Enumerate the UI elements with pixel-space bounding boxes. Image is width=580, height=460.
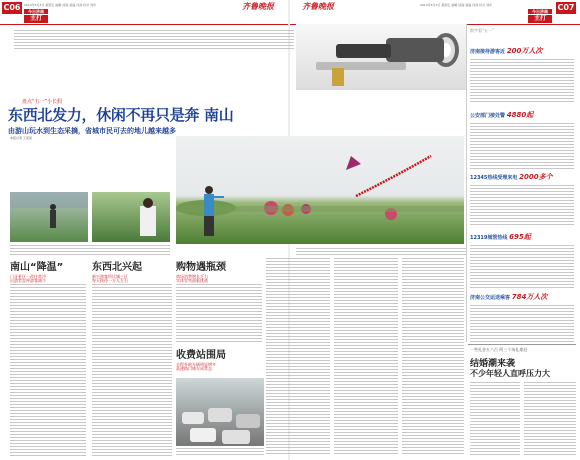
park-photo [176, 136, 464, 244]
body-col-1 [10, 284, 86, 456]
sidebar-item-police [470, 110, 574, 169]
sidebar-item-hotline-text [470, 185, 574, 225]
section-eastwestnorth-sub2: 每天接待一万人左右 [92, 278, 128, 283]
section-tollgate-sub1: 去程外地车辆明显增多 [176, 362, 216, 367]
sidebar-item-visitors-title: 济南接待游客近 200万人次 [470, 47, 543, 55]
sidebar-item-bus-text [470, 305, 574, 345]
traffic-photo [176, 378, 264, 446]
section-eastwestnorth-sub1: 新兴游客所比城三区 [92, 274, 128, 279]
bottom-right-text-a [470, 382, 520, 456]
section-tollgate-title: 收费站围局 [176, 350, 226, 361]
section-eastwestnorth [92, 258, 172, 283]
section-tollgate [176, 346, 262, 371]
sidebar-border [466, 24, 467, 342]
sidebar-item-bus [470, 292, 574, 345]
section-south-title: 南山“降温” [10, 262, 64, 273]
traffic-caption [176, 448, 264, 456]
section-tag-right-top: 今日济南 [528, 9, 552, 14]
lead-kicker: 盘点“五一”小长假 [22, 99, 63, 105]
body-col-5a [334, 258, 398, 456]
paper-name-left: 齐鲁晚报 [242, 1, 274, 11]
paper-name-right: 齐鲁晚报 [302, 1, 334, 11]
section-eastwestnorth-title: 东西北兴起 [92, 262, 142, 273]
section-south [10, 258, 88, 283]
person-picking-icon [92, 192, 170, 242]
bottom-right-title2: 不少年轻人直呼压力大 [470, 369, 550, 378]
header-rule [0, 24, 580, 25]
section-south-sub1: 门牙景区一改往常冷 [10, 274, 46, 279]
sidebar-label: 数字看“五一” [470, 28, 495, 33]
greenhouse-icon [10, 192, 88, 242]
section-tag-left-top: 今日济南 [24, 9, 48, 14]
section-shopping [176, 258, 262, 283]
bottom-right-kicker: 一些礼金五六百 两三个场礼难赶 [470, 347, 528, 352]
bottom-right-title1: 结婚潮来袭 [470, 359, 516, 369]
body-col-4a [266, 258, 330, 456]
date-line-left: 2013年5月3日 星期五 编辑 邱丽 美编 何润 校对 刘华 [24, 3, 97, 7]
lead-subtitle: 由游山玩水到生态采摘，省城市民可去的地儿越来越多 [8, 127, 176, 135]
sidebar-item-visitors [470, 46, 574, 103]
section-tollgate-sub2: 高速路口堵车成常态 [176, 366, 212, 371]
sidebar-item-police-title: 公安部门接处警 4880起 [470, 111, 534, 119]
strawberry-photo [92, 192, 170, 242]
park-photo-caption [296, 248, 466, 256]
kite-scene-icon [176, 136, 464, 244]
section-shopping-sub1: 商场消费增长乏力 [176, 274, 208, 279]
page-code-left: C06 [3, 3, 21, 12]
section-shopping-title: 购物遇瓶颈 [176, 262, 226, 273]
body-col-2 [92, 284, 172, 456]
sidebar-item-urban-text [470, 245, 574, 289]
sidebar-item-bus-title: 济南公交运送乘客 784万人次 [470, 293, 548, 301]
picking-photo [10, 192, 88, 242]
section-shopping-sub2: 实体零售面临挑战 [176, 278, 208, 283]
lead-byline: 本报记者 王某某 [10, 136, 32, 140]
sidebar-item-police-text [470, 123, 574, 169]
sidebar-item-hotline [470, 172, 574, 225]
section-tag-left-bottom: 主打 [24, 15, 48, 23]
body-col-3 [176, 284, 262, 342]
bottom-right-text-b [524, 382, 576, 456]
cars-icon [176, 378, 264, 446]
page-header-right [290, 0, 580, 24]
small-photo-captions [10, 245, 170, 255]
flashlight-photo [296, 24, 466, 90]
date-line-right: 2013年5月3日 星期五 编辑 邱丽 美编 何润 校对 刘华 [420, 3, 493, 7]
lead-title: 东西北发力，休闲不再只是奔 南山 [8, 106, 234, 124]
page-header-left [0, 0, 288, 24]
sidebar-item-visitors-text [470, 59, 574, 103]
sidebar-item-hotline-title: 12345热线受理来电 2000多个 [470, 173, 553, 181]
section-tag-right-bottom: 主打 [528, 15, 552, 23]
page-code-right: C07 [557, 3, 575, 12]
body-col-6a [402, 258, 464, 456]
section-south-sub2: 出游者直呼游客减少 [10, 278, 46, 283]
sidebar-item-urban [470, 232, 574, 289]
flashlight-icon [296, 24, 466, 90]
lead-intro-text [14, 30, 294, 50]
bottom-right-rule [468, 344, 576, 345]
sidebar-item-urban-title: 12319城管热线 695起 [470, 233, 531, 241]
